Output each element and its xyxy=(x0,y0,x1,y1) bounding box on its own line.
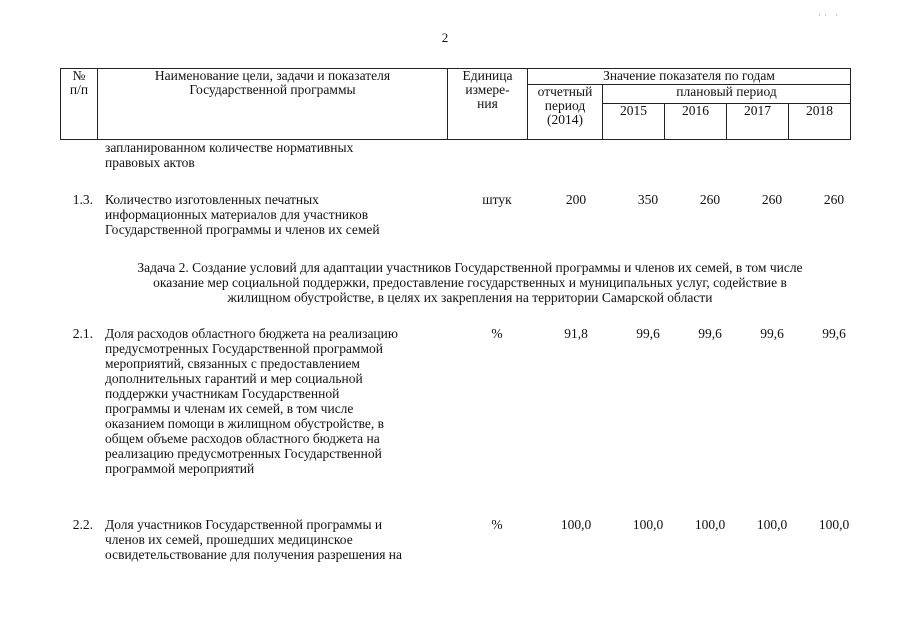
header-unit: Единица измере- ния xyxy=(448,69,528,140)
scan-specks: ·· · xyxy=(818,10,842,20)
header-planned-period: плановый период xyxy=(603,85,851,104)
row-value: 100,0 xyxy=(818,517,850,532)
indicator-table-header xyxy=(60,68,851,140)
continuation-text: запланированном количестве нормативных правовых актов xyxy=(105,140,354,170)
row-value: 99,6 xyxy=(698,326,722,341)
header-year: 2015 xyxy=(603,104,665,140)
row-value: 99,6 xyxy=(822,326,846,341)
row-description: Доля участников Государственной программы и членов их семей, прошедших медицинское освидетельствование для получения разрешения на xyxy=(105,517,402,562)
row-value: 91,8 xyxy=(564,326,588,341)
header-values: Значение показателя по годам xyxy=(528,69,851,85)
row-value: 200 xyxy=(565,192,587,207)
row-unit: % xyxy=(491,517,503,532)
row-value: 99,6 xyxy=(636,326,660,341)
row-value: 260 xyxy=(823,192,845,207)
task-heading: Задача 2. Создание условий для адаптации участников Государственной программы и членов их семей, в том числе оказание мер социальной поддержки, предоставление государственных и муниципальных услуг, содействие в жилищном обустройстве, в целях их закрепления на территории Самарской области xyxy=(137,260,803,305)
row-value: 100,0 xyxy=(560,517,592,532)
row-value: 100,0 xyxy=(694,517,726,532)
header-year: 2017 xyxy=(727,104,789,140)
header-year: 2018 xyxy=(789,104,851,140)
row-value: 100,0 xyxy=(632,517,664,532)
row-number: 2.2. xyxy=(72,517,93,532)
row-value: 99,6 xyxy=(760,326,784,341)
row-value: 350 xyxy=(637,192,659,207)
row-number: 2.1. xyxy=(72,326,93,341)
row-unit: штук xyxy=(482,192,512,207)
header-name: Наименование цели, задачи и показателя Государственной программы xyxy=(98,69,448,140)
row-description: Количество изготовленных печатных информационных материалов для участников Государственной программы и членов их семей xyxy=(105,192,380,237)
header-year: 2016 xyxy=(665,104,727,140)
row-description: Доля расходов областного бюджета на реализацию предусмотренных Государственной программой мероприятий, связанных с предоставлением дополнительных гарантий и мер социальной поддержки участникам Государственной программы и членам их семей, в том числе оказанием помощи в жилищном обустройстве, в общем объеме расходов областного бюджета на реализацию предусмотренных Государственной программой мероприятий xyxy=(105,326,398,476)
page-number: 2 xyxy=(441,30,449,45)
row-value: 260 xyxy=(699,192,721,207)
row-number: 1.3. xyxy=(72,192,93,207)
header-reported-period: отчетный период (2014) xyxy=(528,85,603,140)
row-value: 260 xyxy=(761,192,783,207)
header-num: № п/п xyxy=(61,69,98,140)
row-unit: % xyxy=(491,326,503,341)
row-value: 100,0 xyxy=(756,517,788,532)
